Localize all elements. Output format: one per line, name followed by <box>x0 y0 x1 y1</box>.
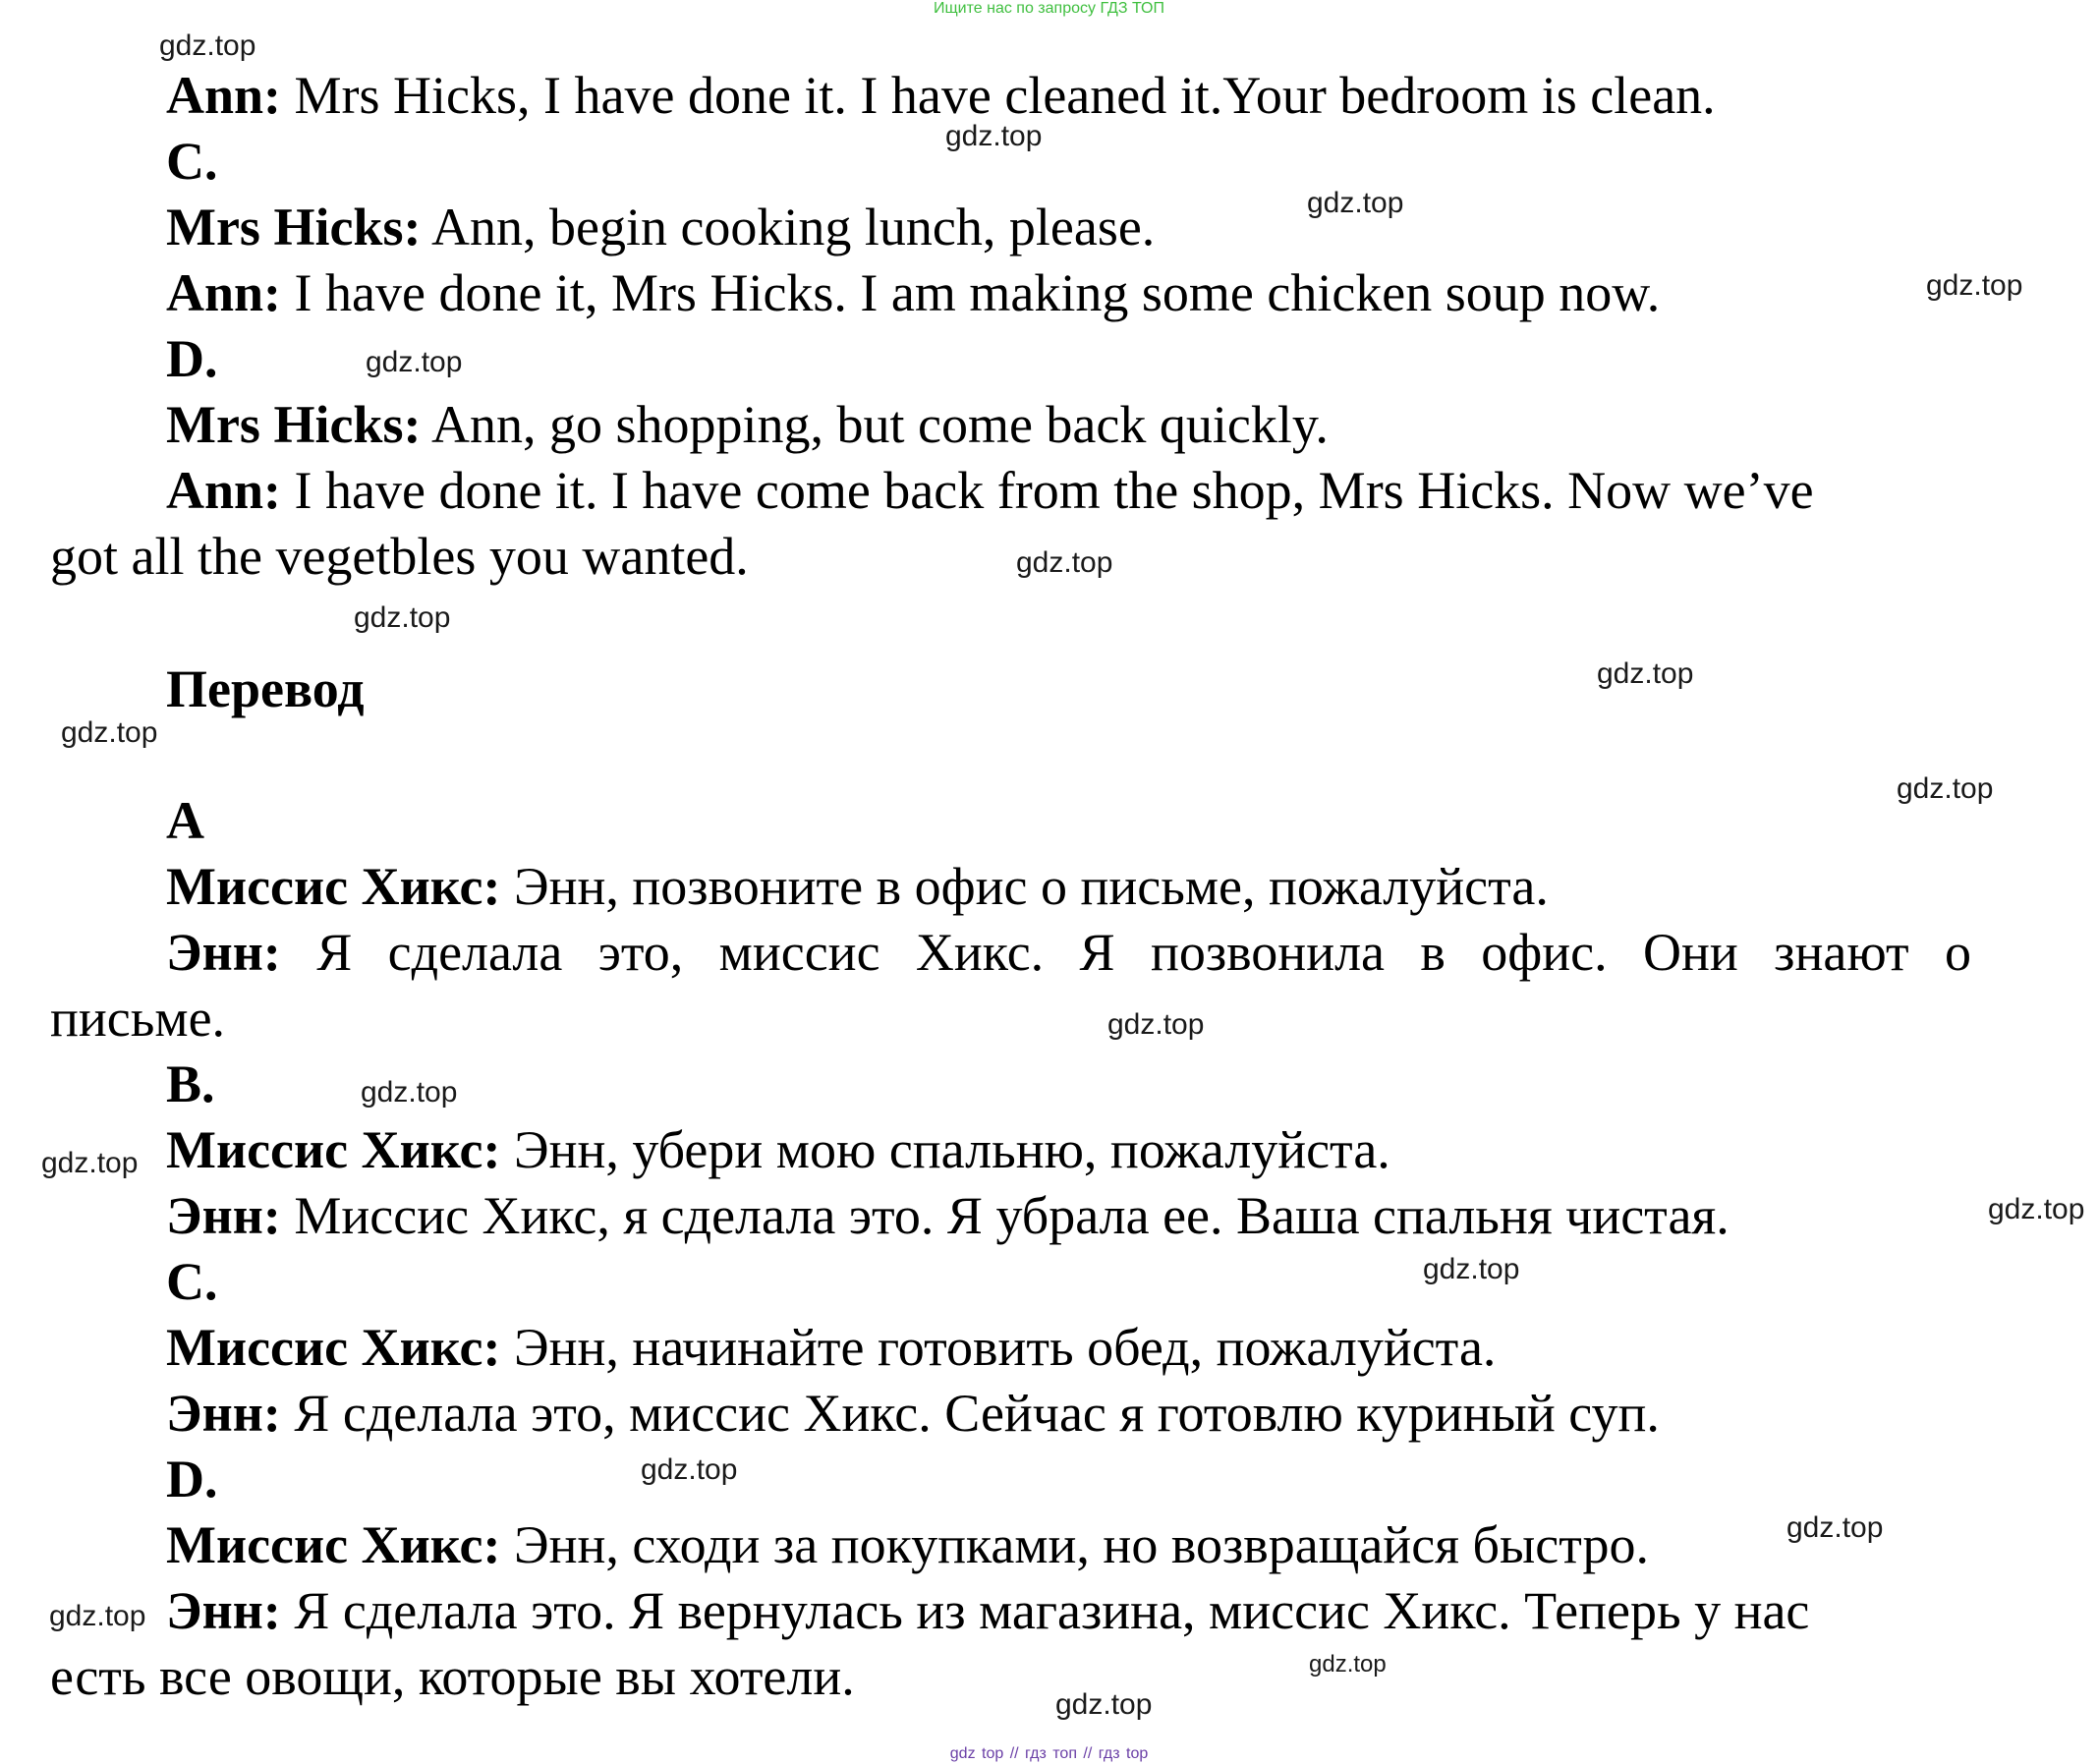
dialogue-line-ru-c-reply <box>0 1381 2098 1447</box>
watermark: gdz.top <box>61 716 158 749</box>
speaker-label: Ann: <box>166 66 282 125</box>
speaker-label: Энн: <box>166 1581 281 1640</box>
watermark: gdz.top <box>49 1600 146 1632</box>
watermark: gdz.top <box>1926 269 2023 302</box>
watermark: gdz.top <box>1597 657 1694 690</box>
dialogue-text: Я сделала это, миссис Хикс. Я позвонила в офис. Они знают о <box>280 923 1971 982</box>
watermark: gdz.top <box>159 29 256 62</box>
dialogue-text: Я сделала это. Я вернулась из магазина, миссис Хикс. Теперь у нас <box>280 1581 1810 1640</box>
watermark: gdz.top <box>1107 1008 1205 1041</box>
speaker-label: Миссис Хикс: <box>166 1318 501 1377</box>
dialogue-text: I have done it. I have come back from the shop, Mrs Hicks. Now we’ve <box>281 461 1814 520</box>
watermark: gdz.top <box>361 1076 458 1109</box>
section-label-ru-b: B. <box>166 1054 215 1113</box>
watermark: gdz.top <box>1897 772 1994 805</box>
speaker-label: Миссис Хикс: <box>166 857 501 916</box>
speaker-label: Миссис Хикс: <box>166 1120 501 1179</box>
dialogue-line-en-c-reply <box>0 260 2098 326</box>
watermark: gdz.top <box>1309 1651 1387 1678</box>
watermark: gdz.top <box>366 346 463 378</box>
dialogue-text: Я сделала это, миссис Хикс. Сейчас я готовлю куриный суп. <box>280 1384 1660 1443</box>
dialogue-text: Энн, убери мою спальню, пожалуйста. <box>500 1120 1390 1179</box>
speaker-label: Миссис Хикс: <box>166 1515 501 1574</box>
watermark: gdz.top <box>1786 1511 1884 1544</box>
dialogue-line-ru-d-reply-cont: есть все овощи, которые вы хотели. <box>50 1647 855 1706</box>
watermark: gdz.top <box>1307 187 1404 219</box>
dialogue-line-ru-d-reply <box>0 1578 2098 1644</box>
dialogue-line-en-d-reply-cont: got all the vegetbles you wanted. <box>50 527 749 586</box>
section-label-en-d: D. <box>166 329 218 388</box>
speaker-label: Энн: <box>166 923 281 982</box>
dialogue-line-en-d-reply <box>0 458 2098 524</box>
dialogue-line-ru-b-reply <box>0 1183 2098 1249</box>
dialogue-line-ru-d-request <box>0 1512 2098 1578</box>
speaker-label: Mrs Hicks: <box>166 198 422 256</box>
speaker-label: Энн: <box>166 1186 281 1245</box>
dialogue-line-ru-a-reply-cont: письме. <box>50 989 226 1048</box>
section-label-ru-a: A <box>166 791 204 850</box>
dialogue-text: Mrs Hicks, I have done it. I have cleaned it.Your bedroom is clean. <box>281 66 1716 125</box>
section-label-ru-d: D. <box>166 1450 218 1508</box>
dialogue-line-ru-c-request <box>0 1315 2098 1381</box>
dialogue-line-en-c-request <box>0 195 2098 260</box>
watermark: gdz.top <box>1423 1253 1520 1285</box>
dialogue-line-en-d-request <box>0 392 2098 458</box>
dialogue-text: Ann, go shopping, but come back quickly. <box>421 395 1329 454</box>
section-label-en-c: C. <box>166 132 218 191</box>
dialogue-text: Ann, begin cooking lunch, please. <box>421 198 1156 256</box>
footer-watermark: gdz top // гдз топ // гдз top <box>949 1745 1149 1762</box>
dialogue-line-ru-b-request <box>0 1117 2098 1183</box>
watermark: gdz.top <box>1055 1688 1153 1721</box>
translation-heading: Перевод <box>166 659 365 718</box>
dialogue-text: Энн, начинайте готовить обед, пожалуйста. <box>500 1318 1497 1377</box>
speaker-label: Ann: <box>166 263 282 322</box>
section-label-ru-c: C. <box>166 1252 218 1311</box>
dialogue-text: Энн, позвоните в офис о письме, пожалуйста. <box>500 857 1549 916</box>
dialogue-text: I have done it, Mrs Hicks. I am making some chicken soup now. <box>281 263 1661 322</box>
speaker-label: Ann: <box>166 461 282 520</box>
dialogue-line-en-b-reply <box>0 63 2098 129</box>
speaker-label: Энн: <box>166 1384 281 1443</box>
watermark: gdz.top <box>1988 1193 2085 1225</box>
dialogue-line-ru-a-request <box>0 854 2098 920</box>
watermark: gdz.top <box>1016 546 1113 579</box>
dialogue-line-ru-a-reply <box>0 920 1971 986</box>
watermark: gdz.top <box>41 1147 139 1179</box>
dialogue-text: Миссис Хикс, я сделала это. Я убрала ее. Ваша спальня чистая. <box>280 1186 1729 1245</box>
speaker-label: Mrs Hicks: <box>166 395 422 454</box>
watermark: gdz.top <box>945 120 1043 152</box>
watermark: gdz.top <box>354 601 451 634</box>
dialogue-text: Энн, сходи за покупками, но возвращайся быстро. <box>500 1515 1649 1574</box>
watermark: gdz.top <box>641 1453 738 1486</box>
top-banner: Ищите нас по запросу ГДЗ ТОП <box>934 0 1164 17</box>
